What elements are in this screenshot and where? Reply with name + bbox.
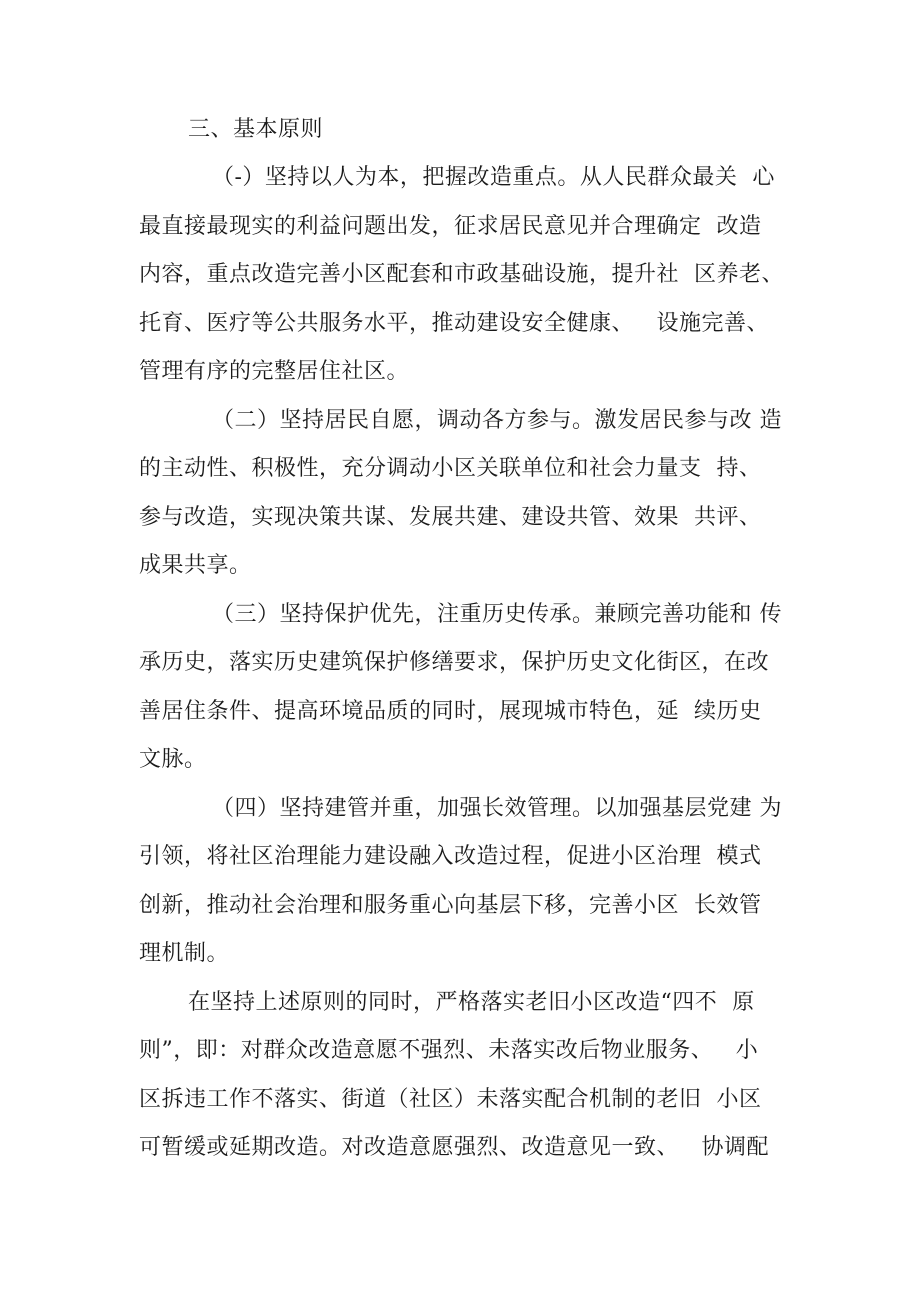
paragraph-line: 引领，将社区治理能力建设融入改造过程，促进小区治理 模式 [139,844,762,869]
paragraph-line: （二）坚持居民自愿，调动各方参与。激发居民参与改 造 [212,408,782,433]
paragraph-line: 理机制。 [139,941,230,966]
paragraph-line: 最直接最现实的利益问题出发，征求居民意见并合理确定 改造 [139,214,762,239]
section-heading: 三、基本原则 [188,117,324,142]
paragraph-line: （三）坚持保护优先，注重历史传承。兼顾完善功能和 传 [212,602,782,627]
paragraph-line: 则”，即：对群众改造意愿不强烈、未落实改后物业服务、 小 [139,1038,759,1063]
paragraph-line: 善居住条件、提高环境品质的同时，展现城市特色，延 续历史 [139,699,762,724]
paragraph-line: 区拆违工作不落实、街道（社区）未落实配合机制的老旧 小区 [139,1087,762,1112]
paragraph-line: 成果共享。 [139,553,252,578]
paragraph-line: 的主动性、积极性，充分调动小区关联单位和社会力量支 持、 [139,456,762,481]
paragraph-line: 创新，推动社会治理和服务重心向基层下移，完善小区 长效管 [139,893,762,918]
paragraph-line: 承历史，落实历史建筑保护修缮要求，保护历史文化街区，在改 [139,650,770,675]
paragraph-line: 可暂缓或延期改造。对改造意愿强烈、改造意见一致、 协调配 [139,1135,769,1160]
paragraph-line: （-）坚持以人为本，把握改造重点。从人民群众最关 心 [212,165,775,190]
paragraph-line: 文脉。 [139,747,207,772]
paragraph-line: 管理有序的完整居住社区。 [139,359,410,384]
paragraph-line: 参与改造，实现决策共谋、发展共建、建设共管、效果 共评、 [139,505,762,530]
paragraph-line: 内容，重点改造完善小区配套和市政基础设施，提升社 区养老、 [139,262,784,287]
paragraph-line: （四）坚持建管并重，加强长效管理。以加强基层党建 为 [212,796,782,821]
paragraph-line: 托育、医疗等公共服务水平，推动建设安全健康、 设施完善、 [139,311,769,336]
paragraph-line: 在坚持上述原则的同时，严格落实老旧小区改造“四不 原 [188,990,755,1015]
